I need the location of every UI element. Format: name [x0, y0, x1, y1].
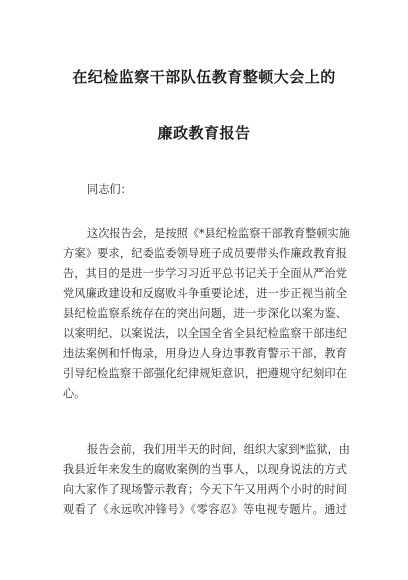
paragraph2-line: 向大家作了现场警示教育；今天下午又用两个小时的时间	[63, 483, 347, 496]
paragraph1-line: 以案明纪、以案说法，以全国全省全县纪检监察干部违纪	[63, 327, 347, 340]
paragraph2-line: 观看了《永远吹冲锋号》《零容忍》等电视专题片。通过	[63, 503, 347, 516]
paragraph2-line: 我县近年来发生的腐败案例的当事人，以现身说法的方式	[63, 463, 347, 476]
paragraph1-line: 引导纪检监察干部强化纪律规矩意识，把遵规守纪刻印在	[63, 367, 347, 380]
paragraph1-line: 告，其目的是进一步学习习近平总书记关于全面从严治党	[63, 267, 347, 280]
paragraph1-line: 心。	[63, 387, 86, 400]
paragraph2-line: 报告会前，我们用半天的时间，组织大家到*监狱，由	[87, 443, 350, 456]
paragraph1-line: 县纪检监察系统存在的突出问题，进一步深化以案为鉴、	[63, 307, 347, 320]
salutation: 同志们：	[87, 183, 132, 196]
document-title-line2: 廉政教育报告	[157, 124, 251, 142]
paragraph1-line: 方案》要求，纪委监委领导班子成员要带头作廉政教育报	[63, 247, 347, 260]
paragraph1-line: 党风廉政建设和反腐败斗争重要论述，进一步正视当前全	[63, 287, 347, 300]
paragraph1-line: 违法案例和忏悔录，用身边人身边事教育警示干部，教育	[63, 347, 347, 360]
document-title-line1: 在纪检监察干部队伍教育整顿大会上的	[72, 68, 336, 86]
paragraph1-line: 这次报告会，是按照《*县纪检监察干部教育整顿实施	[87, 227, 350, 240]
